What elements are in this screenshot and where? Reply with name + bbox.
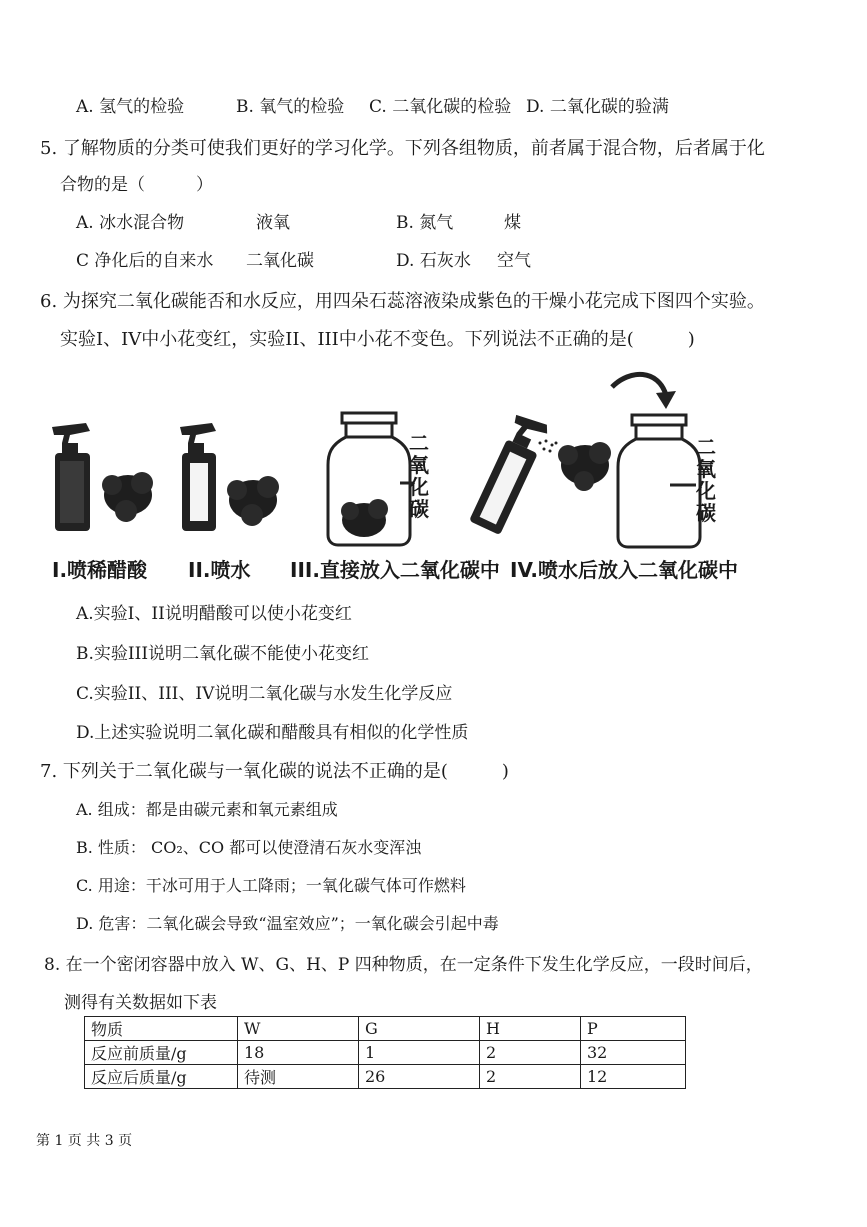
q4-option-b: B. 氧气的检验 — [236, 97, 345, 117]
arrow-head-icon — [656, 391, 676, 409]
caption-experiment-4: IV.喷水后放入二氧化碳中 — [510, 558, 738, 582]
q5-option-c-first: C 净化后的自来水 — [76, 251, 214, 271]
q5-option-a-second: 液氧 — [256, 213, 290, 233]
q4-option-a: A. 氢气的检验 — [76, 97, 185, 117]
q5-stem-line2: 合物的是（ ） — [60, 175, 213, 195]
jar-label-1: 二氧化碳 — [409, 431, 429, 521]
page-footer: 第 1 页 共 3 页 — [36, 1133, 133, 1149]
table-cell: 2 — [480, 1065, 581, 1089]
flower-1-icon — [102, 472, 153, 522]
q5-option-a-first: A. 冰水混合物 — [76, 213, 185, 233]
table-cell: 反应后质量/g — [85, 1065, 238, 1089]
q6-option-a: A.实验I、II说明醋酸可以使小花变红 — [76, 604, 352, 624]
q4-option-c: C. 二氧化碳的检验 — [369, 97, 512, 117]
q5-option-c-second: 二氧化碳 — [246, 251, 314, 271]
q8-stem-line2: 测得有关数据如下表 — [64, 993, 217, 1013]
q7-option-c: C. 用途：干冰可用于人工降雨；一氧化碳气体可作燃料 — [76, 876, 466, 895]
q7-option-a: A. 组成：都是由碳元素和氧元素组成 — [76, 800, 338, 819]
caption-experiment-1: I.喷稀醋酸 — [52, 558, 148, 582]
gas-jar-2-icon — [618, 415, 700, 547]
q6-option-c: C.实验II、III、IV说明二氧化碳与水发生化学反应 — [76, 684, 453, 704]
table-cell: 反应前质量/g — [85, 1041, 238, 1065]
table-row — [85, 1041, 686, 1065]
spray-mist-icon — [539, 440, 558, 453]
flower-2-icon — [227, 476, 279, 526]
table-cell: 1 — [359, 1041, 480, 1065]
table-cell: 26 — [359, 1065, 480, 1089]
curved-arrow-icon — [612, 374, 666, 395]
table-header-cell: W — [238, 1017, 359, 1041]
q6-option-b: B.实验III说明二氧化碳不能使小花变红 — [76, 644, 370, 664]
q5-stem-line1: 5. 了解物质的分类可使我们更好的学习化学。下列各组物质，前者属于混合物，后者属于化 — [40, 138, 765, 159]
table-cell: 2 — [480, 1041, 581, 1065]
flower-4-icon — [558, 442, 611, 491]
q4-option-d: D. 二氧化碳的验满 — [526, 97, 669, 117]
table-header-cell: G — [359, 1017, 480, 1041]
q5-option-b-second: 煤 — [504, 213, 521, 233]
spray-bottle-1-icon — [52, 423, 90, 531]
caption-experiment-3: III.直接放入二氧化碳中 — [290, 558, 500, 582]
flower-3-icon — [341, 499, 388, 537]
jar-label-2: 二氧化碳 — [696, 435, 716, 525]
table-header-row — [85, 1017, 686, 1041]
table-header-cell: P — [581, 1017, 686, 1041]
q7-option-b: B. 性质： CO₂、CO 都可以使澄清石灰水变浑浊 — [76, 838, 422, 857]
q6-stem-line2: 实验I、IV中小花变红，实验II、III中小花不变色。下列说法不正确的是( ) — [60, 329, 695, 350]
q5-option-d-first: D. 石灰水 — [396, 251, 471, 271]
spray-bottle-2-icon — [180, 423, 216, 531]
q7-stem: 7. 下列关于二氧化碳与一氧化碳的说法不正确的是( ) — [40, 761, 509, 782]
table-row — [85, 1065, 686, 1089]
mass-data-table — [84, 1016, 686, 1089]
q6-stem-line1: 6. 为探究二氧化碳能否和水反应，用四朵石蕊溶液染成紫色的干燥小花完成下图四个实验。 — [40, 291, 765, 312]
table-cell: 待测 — [238, 1065, 359, 1089]
table-header-cell: H — [480, 1017, 581, 1041]
q5-option-d-second: 空气 — [497, 251, 531, 271]
q7-option-d: D. 危害：二氧化碳会导致“温室效应”；一氧化碳会引起中毒 — [76, 914, 499, 933]
table-cell: 12 — [581, 1065, 686, 1089]
table-cell: 32 — [581, 1041, 686, 1065]
spray-bottle-4-icon — [467, 411, 550, 535]
q6-option-d: D.上述实验说明二氧化碳和醋酸具有相似的化学性质 — [76, 723, 469, 743]
caption-experiment-2: II.喷水 — [188, 558, 251, 582]
table-cell: 18 — [238, 1041, 359, 1065]
q8-stem-line1: 8. 在一个密闭容器中放入 W、G、H、P 四种物质，在一定条件下发生化学反应，一段时间后， — [44, 955, 763, 975]
q5-option-b-first: B. 氮气 — [396, 213, 454, 233]
table-header-cell: 物质 — [85, 1017, 238, 1041]
